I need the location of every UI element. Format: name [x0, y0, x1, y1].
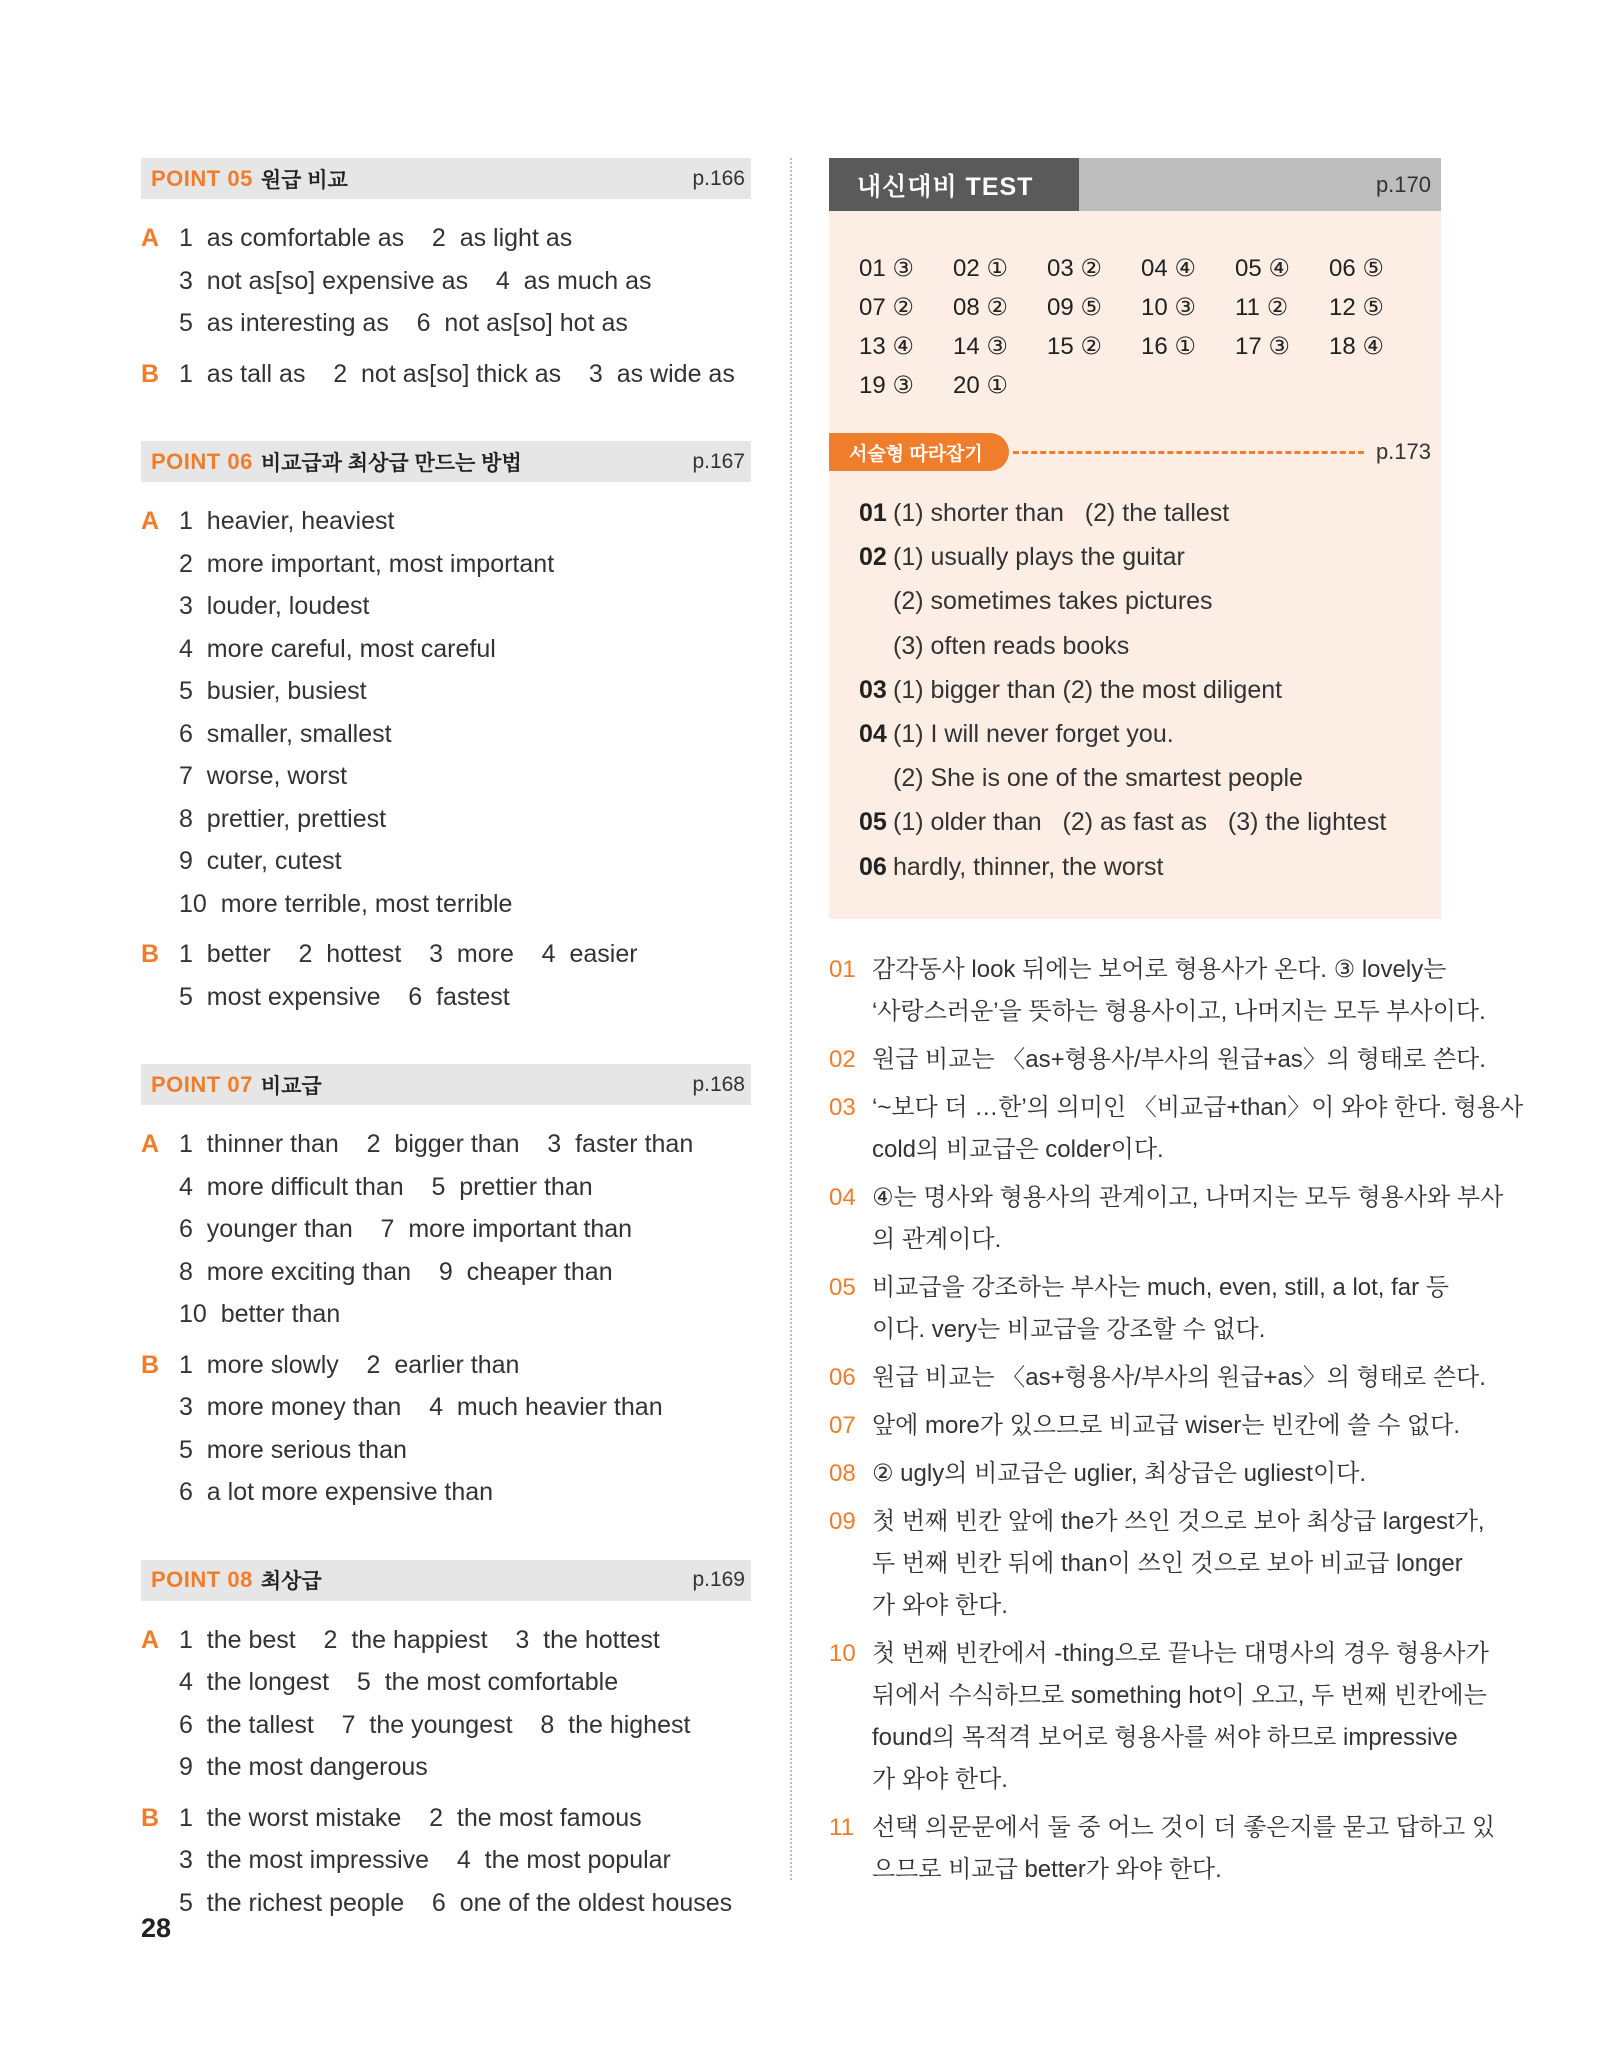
answer-item: 09 ⑤	[1047, 294, 1102, 321]
answer-text: 1 heavier, heaviest	[179, 507, 395, 535]
explanation-number: 11	[829, 1813, 854, 1841]
seosul-line	[859, 800, 1441, 844]
explanation-text: 첫 번째 빈칸에서 -thing으로 끝나는 대명사의 경우 형용사가	[872, 1639, 1489, 1667]
answer-item: 07 ②	[859, 294, 914, 321]
part-letter: B	[141, 940, 160, 968]
seosul-text: (1) older than (2) as fast as (3) the lightest	[893, 808, 1387, 837]
explanation-number: 07	[829, 1411, 856, 1439]
part-letter: A	[141, 1130, 160, 1158]
point-page-ref: p.169	[692, 1568, 745, 1591]
explanation-text: 비교급을 강조하는 부사는 much, even, still, a lot, far 등	[872, 1273, 1449, 1301]
answer-line	[141, 1882, 751, 1925]
answer-item: 12 ⑤	[1329, 294, 1384, 321]
seosul-text: hardly, thinner, the worst	[893, 852, 1164, 881]
answer-item: 14 ③	[953, 333, 1008, 360]
seosul-line	[859, 756, 1441, 800]
answer-line	[141, 1251, 751, 1294]
answer-line	[141, 755, 751, 798]
explanation-line	[829, 1675, 1487, 1717]
answer-line	[141, 1746, 751, 1789]
answer-item: 08 ②	[953, 294, 1008, 321]
point-heading	[151, 447, 522, 477]
point-page-ref: p.168	[692, 1072, 745, 1096]
explanation-line	[829, 1453, 1441, 1495]
seosul-line	[859, 845, 1441, 889]
answer-text: 1 better 2 hottest 3 more 4 easier	[179, 940, 638, 968]
explanation-text: 가 와야 한다.	[872, 1591, 1008, 1619]
answer-text: 1 thinner than 2 bigger than 3 faster than	[179, 1130, 694, 1158]
answer-item: 04 ④	[1141, 255, 1196, 282]
answer-item: 16 ①	[1141, 333, 1196, 360]
column-divider	[790, 158, 792, 1880]
explanation-text: ② ugly의 비교급은 uglier, 최상급은 ugliest이다.	[872, 1459, 1366, 1487]
answer-item: 11 ②	[1235, 294, 1289, 321]
explanation-text: 첫 번째 빈칸 앞에 the가 쓰인 것으로 보아 최상급 largest가,	[872, 1507, 1485, 1535]
seosul-number: 03	[859, 675, 887, 704]
point-heading	[151, 1070, 322, 1100]
left-column	[141, 158, 751, 1924]
explanation-line	[829, 1501, 1485, 1543]
answer-text: 5 more serious than	[179, 1435, 407, 1464]
explanation-text: ‘사랑스러운’을 뜻하는 형용사이고, 나머지는 모두 부사이다.	[872, 997, 1486, 1025]
seosul-number: 04	[859, 720, 887, 749]
right-column	[829, 158, 1524, 1891]
point-label: POINT 08	[151, 1567, 253, 1592]
answer-item: 10 ③	[1141, 294, 1196, 321]
answer-text: 1 the best 2 the happiest 3 the hottest	[179, 1625, 660, 1654]
answer-text: 10 better than	[179, 1300, 341, 1328]
seosul-line	[859, 491, 1441, 535]
seosul-answers	[859, 491, 1441, 889]
seosul-text: (1) bigger than (2) the most diligent	[893, 675, 1283, 704]
seosul-header	[829, 433, 1441, 471]
explanation-line	[829, 1543, 1463, 1585]
explanation-line	[829, 1087, 1524, 1129]
explanation-line	[829, 991, 1486, 1033]
answer-line	[141, 302, 751, 345]
seosul-text: (2) sometimes takes pictures	[893, 587, 1213, 616]
explanation-number: 10	[829, 1639, 856, 1667]
answer-line	[141, 883, 751, 926]
seosul-line	[859, 712, 1441, 756]
explanation-number: 03	[829, 1093, 856, 1121]
answer-item: 02 ①	[953, 255, 1008, 282]
explanation-number: 01	[829, 955, 856, 983]
section-gap	[141, 1514, 751, 1560]
answer-line	[141, 1797, 751, 1840]
seosul-line	[859, 624, 1441, 668]
answer-item: 06 ⑤	[1329, 255, 1384, 282]
answer-text: 8 prettier, prettiest	[179, 804, 387, 833]
answer-text: 3 not as[so] expensive as 4 as much as	[179, 266, 652, 295]
point-header	[141, 441, 751, 482]
explanation-number: 02	[829, 1045, 856, 1073]
explanation-text: 가 와야 한다.	[872, 1765, 1008, 1793]
answer-line	[141, 713, 751, 756]
explanation-line	[829, 1633, 1489, 1675]
point-title: 최상급	[260, 1570, 322, 1593]
answer-line	[141, 260, 751, 303]
explanation-number: 04	[829, 1183, 856, 1211]
explanation-text: 선택 의문문에서 둘 중 어느 것이 더 좋은지를 묻고 답하고 있	[872, 1813, 1496, 1841]
point-title: 원급 비교	[260, 168, 348, 192]
answer-item: 13 ④	[859, 333, 914, 360]
seosul-line	[859, 579, 1441, 623]
seosul-number: 02	[859, 543, 887, 572]
answer-text: 4 more careful, most careful	[179, 634, 496, 663]
section-gap	[141, 1018, 751, 1064]
answer-line	[141, 976, 751, 1019]
seosul-text: (3) often reads books	[893, 631, 1130, 660]
answer-text: 9 the most dangerous	[179, 1753, 428, 1781]
point-title: 비교급과 최상급 만드는 방법	[260, 451, 522, 475]
answer-item: 03 ②	[1047, 255, 1102, 282]
point-answers	[141, 1123, 751, 1514]
answer-text: 6 smaller, smallest	[179, 719, 392, 748]
answer-text: 6 the tallest 7 the youngest 8 the highest	[179, 1710, 691, 1739]
explanation-line	[829, 1405, 1461, 1447]
answer-text: 2 more important, most important	[179, 549, 555, 578]
answer-text: 6 younger than 7 more important than	[179, 1215, 633, 1243]
seosul-text: (1) I will never forget you.	[893, 720, 1174, 749]
explanation-text: 의 관계이다.	[872, 1225, 1002, 1253]
test-page-ref: p.170	[1375, 171, 1431, 197]
explanation-text: 두 번째 빈칸 뒤에 than이 쓰인 것으로 보아 비교급 longer	[872, 1549, 1463, 1577]
seosul-number: 05	[859, 808, 887, 837]
answer-item: 05 ④	[1235, 255, 1290, 282]
answer-line	[141, 1661, 751, 1704]
answer-line	[141, 1839, 751, 1882]
answer-text: 5 most expensive 6 fastest	[179, 982, 510, 1011]
page-number: 28	[141, 1913, 172, 1943]
answer-line	[141, 1293, 751, 1336]
point-header	[141, 158, 751, 199]
part-letter: B	[141, 1803, 160, 1832]
answer-line	[141, 1123, 751, 1166]
explanation-line	[829, 1849, 1441, 1891]
test-header	[829, 158, 1441, 211]
point-heading	[151, 164, 348, 194]
answer-line	[141, 1344, 751, 1387]
answer-text: 3 louder, loudest	[179, 592, 370, 620]
explanation-text: 원급 비교는 〈as+형용사/부사의 원급+as〉의 형태로 쓴다.	[872, 1045, 1486, 1073]
explanation-line	[829, 1177, 1504, 1219]
point-page-ref: p.167	[692, 449, 745, 473]
answer-item: 20 ①	[953, 372, 1008, 399]
explanation-line	[829, 949, 1447, 991]
explanation-line	[829, 1807, 1496, 1849]
explanations	[829, 949, 1524, 1891]
answer-text: 4 more difficult than 5 prettier than	[179, 1172, 593, 1201]
answer-text: 1 the worst mistake 2 the most famous	[179, 1803, 642, 1832]
explanation-text: 이다. very는 비교급을 강조할 수 없다.	[872, 1315, 1266, 1343]
answer-line	[141, 1471, 751, 1514]
test-answer-box	[829, 211, 1441, 919]
explanation-text: 감각동사 look 뒤에는 보어로 형용사가 온다. ③ lovely는	[872, 955, 1447, 983]
answer-item: 15 ②	[1047, 333, 1102, 360]
point-answers	[141, 217, 751, 395]
answer-line	[141, 628, 751, 671]
explanation-text: 뒤에서 수식하므로 something hot이 오고, 두 번째 빈칸에는	[872, 1681, 1487, 1709]
answer-text: 10 more terrible, most terrible	[179, 889, 513, 918]
answer-line	[141, 217, 751, 260]
point-label: POINT 06	[151, 448, 253, 474]
answer-text: 7 worse, worst	[179, 762, 348, 790]
answer-line	[141, 1386, 751, 1429]
answer-text: 5 the richest people 6 one of the oldest houses	[179, 1888, 733, 1917]
point-page-ref: p.166	[692, 166, 745, 190]
point-label: POINT 05	[151, 165, 253, 191]
seosul-page-ref: p.173	[1375, 439, 1431, 464]
seosul-number: 06	[859, 852, 887, 881]
point-label: POINT 07	[151, 1071, 253, 1097]
section-gap	[141, 395, 751, 441]
explanation-number: 09	[829, 1507, 856, 1535]
answer-text: 6 a lot more expensive than	[179, 1478, 494, 1506]
answer-text: 8 more exciting than 9 cheaper than	[179, 1257, 613, 1286]
explanation-line	[829, 1357, 1486, 1399]
answer-text: 3 the most impressive 4 the most popular	[179, 1846, 671, 1874]
answer-text: 4 the longest 5 the most comfortable	[179, 1668, 619, 1696]
answer-line	[141, 840, 751, 883]
point-header	[141, 1064, 751, 1105]
answer-text: 9 cuter, cutest	[179, 847, 342, 875]
answer-line	[141, 798, 751, 841]
answer-line	[141, 585, 751, 628]
point-title: 비교급	[260, 1074, 322, 1098]
seosul-text: (1) shorter than (2) the tallest	[893, 499, 1230, 527]
answer-text: 1 as comfortable as 2 as light as	[179, 224, 573, 252]
answer-text: 1 as tall as 2 not as[so] thick as 3 as wide as	[179, 359, 735, 388]
part-letter: A	[141, 1625, 160, 1654]
explanation-line	[829, 1129, 1441, 1171]
seosul-line	[859, 668, 1441, 712]
explanation-text: 앞에 more가 있으므로 비교급 wiser는 빈칸에 쓸 수 없다.	[872, 1411, 1461, 1439]
explanation-text: ‘~보다 더 …한’의 의미인 〈비교급+than〉이 와야 한다. 형용사	[872, 1093, 1524, 1121]
point-header	[141, 1560, 751, 1601]
seosul-text: (2) She is one of the smartest people	[893, 764, 1303, 793]
explanation-line	[829, 1267, 1449, 1309]
answer-line	[141, 933, 751, 976]
point-answers	[141, 500, 751, 1018]
explanation-line	[829, 1039, 1486, 1081]
answer-line	[141, 1704, 751, 1747]
answer-text: 1 more slowly 2 earlier than	[179, 1350, 520, 1379]
part-letter: A	[141, 224, 160, 252]
explanation-number: 08	[829, 1459, 856, 1487]
answer-text: 3 more money than 4 much heavier than	[179, 1393, 663, 1421]
answer-item: 17 ③	[1235, 333, 1290, 360]
point-heading	[151, 1565, 322, 1595]
part-letter: A	[141, 507, 160, 535]
explanation-text: found의 목적격 보어로 형용사를 써야 하므로 impressive	[872, 1723, 1458, 1751]
dashed-rule	[1013, 451, 1364, 454]
test-title: 내신대비 TEST	[829, 158, 1079, 211]
answer-item: 19 ③	[859, 372, 914, 399]
answer-line	[141, 670, 751, 713]
answer-line	[141, 1429, 751, 1472]
explanation-text: ④는 명사와 형용사의 관계이고, 나머지는 모두 형용사와 부사	[872, 1183, 1504, 1211]
explanation-text: cold의 비교급은 colder이다.	[872, 1135, 1164, 1163]
part-letter: B	[141, 1350, 160, 1379]
answer-line	[141, 1208, 751, 1251]
answer-line	[141, 500, 751, 543]
answer-item: 18 ④	[1329, 333, 1384, 360]
answer-text: 5 as interesting as 6 not as[so] hot as	[179, 309, 628, 337]
answer-line	[141, 1619, 751, 1662]
explanation-line	[829, 1219, 1441, 1261]
explanation-line	[829, 1585, 1441, 1627]
answer-line	[141, 353, 751, 396]
seosul-line	[859, 535, 1441, 579]
explanation-line	[829, 1759, 1441, 1801]
answer-line	[141, 1166, 751, 1209]
answer-item: 01 ③	[859, 255, 914, 282]
point-answers	[141, 1619, 751, 1925]
explanation-line	[829, 1309, 1441, 1351]
seosul-text: (1) usually plays the guitar	[893, 543, 1185, 572]
seosul-number: 01	[859, 499, 887, 527]
explanation-text: 원급 비교는 〈as+형용사/부사의 원급+as〉의 형태로 쓴다.	[872, 1363, 1486, 1391]
answer-grid	[859, 249, 1441, 405]
answer-line	[141, 543, 751, 586]
explanation-number: 05	[829, 1273, 856, 1301]
answer-text: 5 busier, busiest	[179, 677, 367, 705]
explanation-line	[829, 1717, 1458, 1759]
seosul-badge: 서술형 따라잡기	[829, 433, 1009, 471]
explanation-number: 06	[829, 1363, 856, 1391]
part-letter: B	[141, 359, 160, 388]
explanation-text: 으므로 비교급 better가 와야 한다.	[872, 1855, 1222, 1883]
